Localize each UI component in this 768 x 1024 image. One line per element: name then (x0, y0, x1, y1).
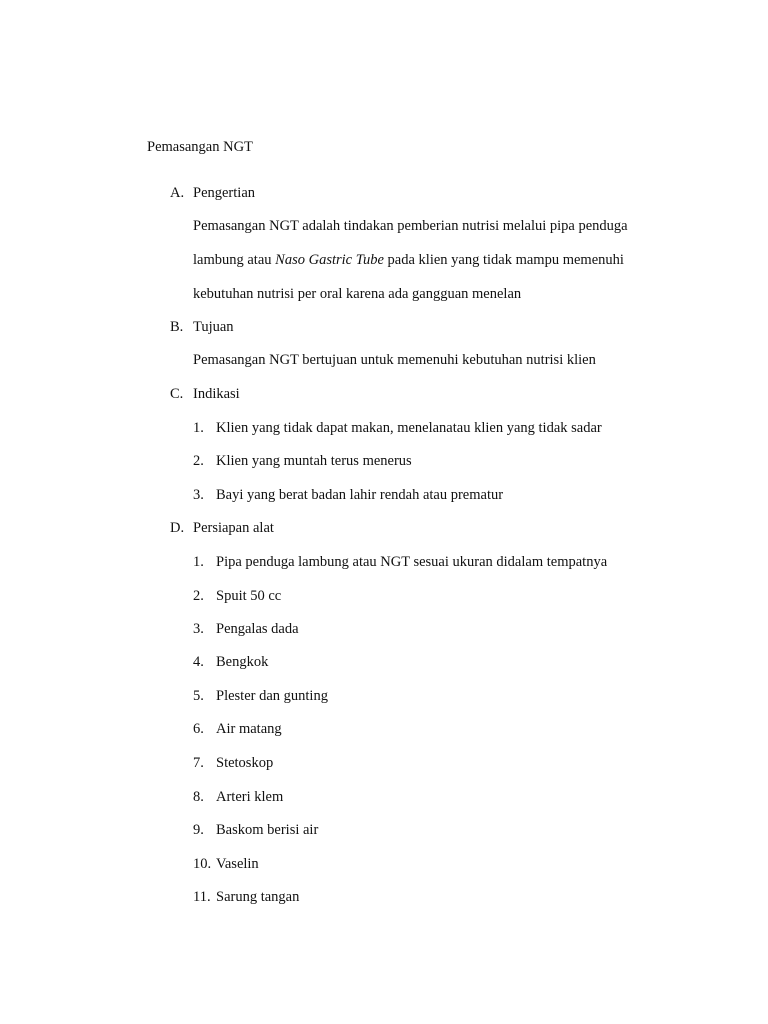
list-item-number: 8. (193, 789, 204, 805)
list-item-number: 3. (193, 621, 204, 637)
section-c-marker: C. (170, 386, 184, 402)
document-title: Pemasangan NGT (147, 139, 253, 155)
list-item-number: 2. (193, 453, 204, 469)
section-a-body-line-2-italic: Naso Gastric Tube (275, 252, 384, 268)
list-item: Pengalas dada (216, 621, 299, 637)
list-item-number: 7. (193, 755, 204, 771)
list-item-number: 1. (193, 420, 204, 436)
section-a-body-line-3: kebutuhan nutrisi per oral karena ada gangguan menelan (193, 286, 522, 302)
section-b-body-line-1: Pemasangan NGT bertujuan untuk memenuhi kebutuhan nutrisi klien (193, 352, 596, 368)
list-item-number: 9. (193, 822, 204, 838)
section-a-body-line-2 (193, 251, 624, 269)
list-item-number: 2. (193, 588, 204, 604)
section-a-heading: Pengertian (193, 185, 256, 201)
section-a-body-line-2-before: lambung atau (193, 252, 276, 268)
list-item: Stetoskop (216, 755, 274, 771)
list-item: Klien yang tidak dapat makan, menelanatau klien yang tidak sadar (216, 420, 602, 436)
list-item-number: 4. (193, 654, 204, 670)
section-d-heading: Persiapan alat (193, 520, 274, 536)
list-item: Air matang (216, 721, 282, 737)
list-item-number: 5. (193, 688, 204, 704)
section-a-body-line-2-after: pada klien yang tidak mampu memenuhi (383, 252, 624, 268)
list-item: Arteri klem (216, 789, 284, 805)
section-c-heading: Indikasi (193, 386, 240, 402)
section-a-marker: A. (170, 185, 185, 201)
list-item-number: 1. (193, 554, 204, 570)
list-item-number: 11. (193, 889, 211, 905)
list-item: Sarung tangan (216, 889, 300, 905)
section-d-marker: D. (170, 520, 185, 536)
list-item: Vaselin (216, 856, 259, 872)
section-a-body-line-1: Pemasangan NGT adalah tindakan pemberian nutrisi melalui pipa penduga (193, 218, 628, 234)
list-item-number: 3. (193, 487, 204, 503)
list-item: Klien yang muntah terus menerus (216, 453, 412, 469)
list-item: Bayi yang berat badan lahir rendah atau prematur (216, 487, 504, 503)
list-item-number: 6. (193, 721, 204, 737)
list-item: Spuit 50 cc (216, 588, 282, 604)
list-item: Plester dan gunting (216, 688, 328, 704)
section-b-marker: B. (170, 319, 184, 335)
list-item: Baskom berisi air (216, 822, 319, 838)
section-b-heading: Tujuan (193, 319, 234, 335)
list-item: Pipa penduga lambung atau NGT sesuai ukuran didalam tempatnya (216, 554, 608, 570)
list-item: Bengkok (216, 654, 269, 670)
list-item-number: 10. (193, 856, 212, 872)
